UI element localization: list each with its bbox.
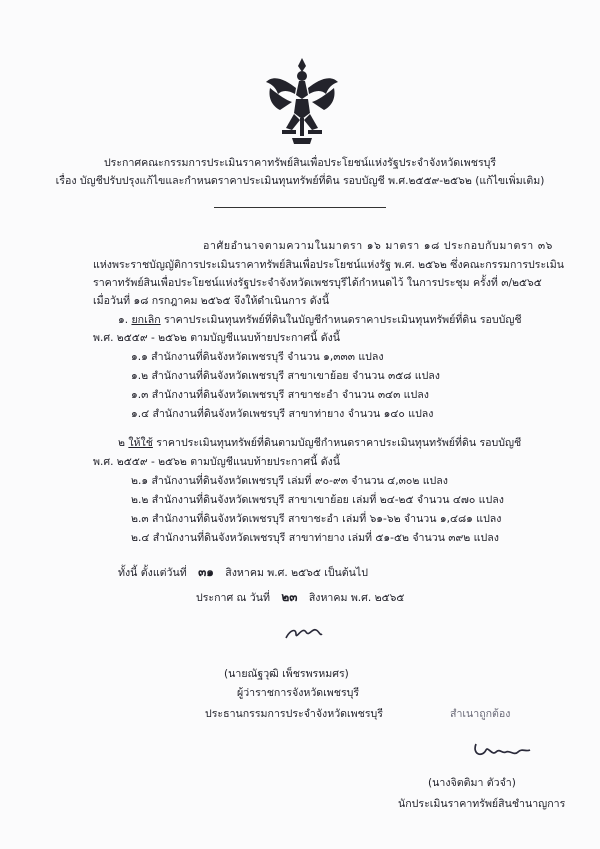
certifier-position: นักประเมินราคาทรัพย์สินชำนาญการ xyxy=(398,798,566,810)
section2-keyword: ให้ใช้ xyxy=(128,437,153,449)
section1-item-2: ๑.๒ สำนักงานที่ดินจังหวัดเพชรบุรี สาขาเขาย้อย จำนวน ๓๕๘ แปลง xyxy=(131,370,440,382)
section1-heading xyxy=(118,313,522,327)
effective-day: ๓๑ xyxy=(198,565,214,579)
section2-text2: พ.ศ. ๒๕๕๙ - ๒๕๖๒ ตามบัญชีแนบท้ายประกาศนี้ ดังนี้ xyxy=(93,456,341,468)
intro-line-3: ราคาทรัพย์สินเพื่อประโยชน์แห่งรัฐประจำจังหวัดเพชรบุรีได้กำหนดไว้ ในการประชุม ครั้งที่ ๓/๒๕๖๕ xyxy=(93,277,542,289)
section2-number: ๒ xyxy=(118,437,125,449)
intro-line-4: เมื่อวันที่ ๑๘ กรกฎาคม ๒๕๖๕ จึงให้ดำเนินการ ดังนี้ xyxy=(93,295,330,307)
section2-text: ราคาประเมินทุนทรัพย์ที่ดินตามบัญชีกำหนดราคาประเมินทุนทรัพย์ที่ดิน รอบบัญชี xyxy=(156,437,522,449)
certified-copy-stamp: สำเนาถูกต้อง xyxy=(450,708,511,720)
governor-signature-icon xyxy=(282,620,326,648)
document-title-line2: เรื่อง บัญชีปรับปรุงแก้ไขและกำหนดราคาประเมินทุนทรัพย์ที่ดิน รอบบัญชี พ.ศ.๒๕๕๙-๒๕๖๒ (แก้ไขเพิ่มเติม) xyxy=(55,175,545,187)
announced-date xyxy=(196,590,404,605)
section1-text: ราคาประเมินทุนทรัพย์ที่ดินในบัญชีกำหนดราคาประเมินทุนทรัพย์ที่ดิน รอบบัญชี xyxy=(164,314,522,326)
title-divider xyxy=(214,207,386,208)
section1-item-3: ๑.๓ สำนักงานที่ดินจังหวัดเพชรบุรี สาขาชะอำ จำนวน ๓๔๓ แปลง xyxy=(131,389,429,401)
effective-date xyxy=(118,565,368,580)
effective-prefix: ทั้งนี้ ตั้งแต่วันที่ xyxy=(118,567,187,579)
section1-item-4: ๑.๔ สำนักงานที่ดินจังหวัดเพชรบุรี สาขาท่ายาง จำนวน ๑๔๐ แปลง xyxy=(131,408,434,420)
intro-line-1: อาศัยอำนาจตามความในมาตรา ๑๖ มาตรา ๑๘ ประกอบกับมาตรา ๓๖ xyxy=(203,240,553,252)
section2-item-4: ๒.๔ สำนักงานที่ดินจังหวัดเพชรบุรี สาขาท่ายาง เล่มที่ ๕๑-๕๒ จำนวน ๓๙๒ แปลง xyxy=(131,532,499,544)
garuda-emblem-icon xyxy=(262,52,342,148)
announced-prefix: ประกาศ ณ วันที่ xyxy=(196,592,270,604)
certifier-name: (นางจิตติมา ตัวจำ) xyxy=(428,777,516,789)
governor-position: ผู้ว่าราชการจังหวัดเพชรบุรี xyxy=(237,687,360,699)
section2-item-2: ๒.๒ สำนักงานที่ดินจังหวัดเพชรบุรี สาขาเขาย้อย เล่มที่ ๒๔-๒๕ จำนวน ๔๗๐ แปลง xyxy=(131,494,504,506)
announced-rest: สิงหาคม พ.ศ. ๒๕๖๕ xyxy=(308,592,405,604)
effective-rest: สิงหาคม พ.ศ. ๒๕๖๕ เป็นต้นไป xyxy=(225,567,368,579)
section1-number: ๑. xyxy=(118,314,129,326)
document-title-line1: ประกาศคณะกรรมการประเมินราคาทรัพย์สินเพื่อประโยชน์แห่งรัฐประจำจังหวัดเพชรบุรี xyxy=(103,157,497,169)
section1-item-1: ๑.๑ สำนักงานที่ดินจังหวัดเพชรบุรี จำนวน ๑,๓๓๓ แปลง xyxy=(131,351,384,363)
committee-position: ประธานกรรมการประจำจังหวัดเพชรบุรี xyxy=(205,708,383,720)
section1-text2: พ.ศ. ๒๕๕๙ - ๒๕๖๒ ตามบัญชีแนบท้ายประกาศนี้ ดังนี้ xyxy=(93,332,341,344)
governor-name: (นายณัฐวุฒิ เพ็ชรพรหมศร) xyxy=(224,668,349,680)
intro-line-2: แห่งพระราชบัญญัติการประเมินราคาทรัพย์สินเพื่อประโยชน์แห่งรัฐ พ.ศ. ๒๕๖๒ ซึ่งคณะกรรมการประเมิน xyxy=(93,259,565,271)
section2-item-3: ๒.๓ สำนักงานที่ดินจังหวัดเพชรบุรี สาขาชะอำ เล่มที่ ๖๑-๖๒ จำนวน ๑,๔๘๑ แปลง xyxy=(131,513,502,525)
section2-item-1: ๒.๑ สำนักงานที่ดินจังหวัดเพชรบุรี เล่มที่ ๙๐-๙๓ จำนวน ๔,๓๐๒ แปลง xyxy=(131,475,448,487)
section1-keyword: ยกเลิก xyxy=(131,314,161,326)
section2-heading xyxy=(118,436,521,450)
announced-day: ๒๓ xyxy=(281,590,298,604)
certifier-signature-icon xyxy=(470,736,534,764)
